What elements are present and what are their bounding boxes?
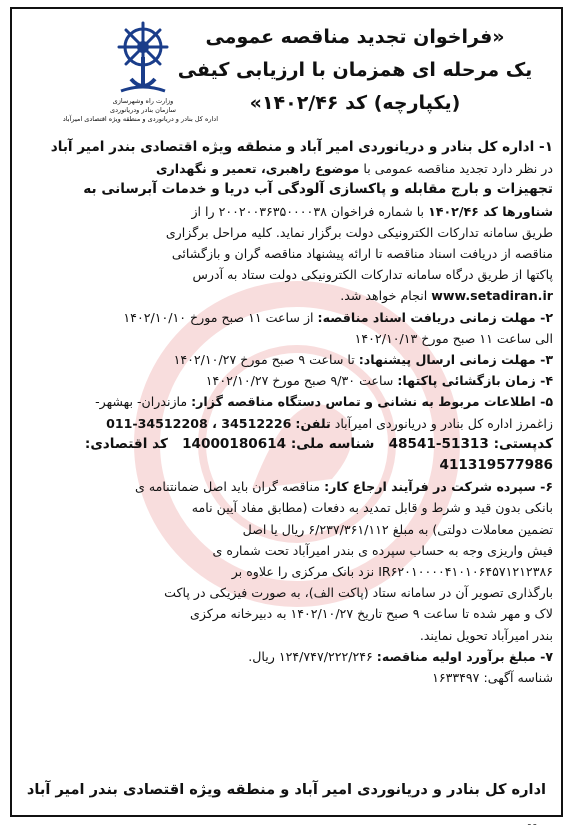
section-6-text: مناقصه گران باید اصل ضمانتنامه ی xyxy=(134,479,321,495)
postal-label: کدپستی: xyxy=(493,435,553,452)
national-id: 14000180614 xyxy=(182,435,287,452)
tender-code: شناورها کد ۱۴۰۲/۴۶ xyxy=(428,203,553,219)
section-1-line-8 xyxy=(20,285,553,306)
section-1-line-2 xyxy=(20,158,553,179)
section-3-label: ۳- مهلت زمانی ارسال پیشنهاد: xyxy=(358,352,553,368)
advertisement-frame xyxy=(10,7,563,817)
section-5-label: ۵- اطلاعات مربوط به نشانی و تماس دستگاه مناقصه گزار: xyxy=(191,394,553,410)
section-5-line-3 xyxy=(20,434,553,455)
section-2-text: از ساعت ۱۱ صبح مورخ ۱۴۰۲/۱۰/۱۰ xyxy=(123,309,314,325)
national-id-label: شناسه ملی: xyxy=(290,435,375,452)
postal-code: 48541-51313 xyxy=(388,435,489,452)
section-6-line-1 xyxy=(20,476,553,497)
section-1-line-4 xyxy=(20,201,553,222)
section-6-line-7: لاک و مهر شده تا ساعت ۹ صبح تاریخ ۱۴۰۲/۱۰/۲۷ به دبیرخانه مرکزی xyxy=(189,606,553,622)
section-6-line-8: بندر امیرآباد تحویل نمایند. xyxy=(419,627,553,643)
announcement-body xyxy=(20,137,553,688)
section-4-text: ساعت ۹/۳۰ صبح مورخ ۱۴۰۲/۱۰/۲۷ xyxy=(205,373,394,389)
section-5-line-1 xyxy=(20,391,553,412)
phone-number: 011-34512208 ، 34512226 xyxy=(106,415,292,431)
section-1-line-6: مناقصه از دریافت اسناد مناقصه تا ارائه پیشنهاد مناقصه گران و بازگشائی xyxy=(171,246,553,262)
economic-code: 411319577986 xyxy=(439,457,553,474)
economic-code-label: کد اقتصادی: xyxy=(84,435,168,452)
title-line-1: «فراخوان تجدید مناقصه عمومی xyxy=(205,26,505,48)
logo-department: اداره کل بنادر و دریانوردی و منطقه ویژه اقتصادی امیرآباد xyxy=(62,115,218,123)
section-1-line-1: ۱- اداره کل بنادر و دریانوردی امیر آباد و منطقه ویژه اقتصادی بندر امیر آباد xyxy=(50,139,553,155)
section-7-label: ۷- مبلغ برآورد اولیه مناقصه: xyxy=(376,648,553,664)
section-4 xyxy=(20,370,553,391)
section-3 xyxy=(20,349,553,370)
header xyxy=(12,9,561,131)
section-6-label: ۶- سپرده شرکت در فرآیند ارجاع کار: xyxy=(324,479,553,495)
footer-organization: اداره کل بنادر و دریانوردی امیر آباد و منطقه ویژه اقتصادی بندر امیر آباد xyxy=(26,781,547,798)
section-2-label: ۲- مهلت زمانی دریافت اسناد مناقصه: xyxy=(317,309,553,325)
logo-ministry: وزارت راه وشهرسازی xyxy=(112,97,174,105)
anchor-wheel-logo-icon xyxy=(111,17,175,97)
title-line-2: یک مرحله ای همزمان با ارزیابی کیفی xyxy=(177,59,533,81)
section-1-line-3: تجهیزات و بارج مقابله و پاکسازی آلودگی آب دریا و خدمات آبرسانی به xyxy=(83,181,553,198)
section-1-line-5: طریق سامانه تدارکات الکترونیکی دولت برگزار نماید. کلیه مراحل برگزاری xyxy=(165,224,553,240)
section-6-line-2: بانکی بدون قید و شرط و قابل تمدید به دفعات (مطابق مفاد آیین نامه xyxy=(191,500,553,516)
section-7 xyxy=(20,646,553,667)
section-5-address: زاغمرز اداره کل بنادر و دریانوردی امیرآباد xyxy=(334,415,553,431)
section-5-text: مازندران- بهشهر- xyxy=(95,394,188,410)
section-1-text: در نظر دارد تجدید مناقصه عمومی با xyxy=(363,161,553,177)
ad-id: شناسه آگهی: ۱۶۳۳۴۹۷ xyxy=(432,670,553,686)
call-number: با شماره فراخوان ۲۰۰۲۰۰۳۶۳۵۰۰۰۰۳۸ را از xyxy=(191,203,425,219)
section-5-line-4 xyxy=(20,455,553,476)
phone-label: تلفن: xyxy=(295,415,331,431)
setad-url-link[interactable]: www.setadiran.ir xyxy=(431,288,553,304)
section-6-line-5: IR۶۲۰۱۰۰۰۰۴۱۰۱۰۶۴۵۷۱۲۱۲۳۸۶ نزد بانک مرکزی را علاوه بر xyxy=(231,564,553,580)
section-3-text: تا ساعت ۹ صبح مورخ ۱۴۰۲/۱۰/۲۷ xyxy=(173,352,355,368)
section-6-line-6: بارگذاری تصویر آن در سامانه ستاد (پاکت الف)، به صورت فیزیکی در پاکت xyxy=(164,585,553,601)
section-1-line-7: پاکتها از طریق درگاه سامانه تدارکات الکترونیکی دولت ستاد به آدرس xyxy=(192,267,553,283)
section-1-subject: موضوع راهبری، تعمیر و نگهداری xyxy=(156,161,360,177)
section-4-label: ۴- زمان بازگشائی پاکتها: xyxy=(397,373,553,389)
section-2-line-1 xyxy=(20,307,553,328)
section-5-line-2 xyxy=(20,413,553,434)
section-6-line-3: تضمین معاملات دولتی) به مبلغ ۶/۲۳۷/۳۶۱/۱۱۲ ریال یا اصل xyxy=(242,521,553,537)
section-6-line-4: فیش واریزی وجه به حساب سپرده ی بندر امیرآباد تحت شماره ی xyxy=(212,542,553,558)
section-2-line-2: الی ساعت ۱۱ صبح مورخ ۱۴۰۲/۱۰/۱۳ xyxy=(354,330,553,346)
organization-logo xyxy=(62,17,218,124)
logo-organization: سازمان بنادر ودریانوردی xyxy=(110,106,176,114)
edge-marks: ـ ـ xyxy=(528,818,537,828)
title-line-3: (یکپارچه) کد ۱۴۰۲/۴۶» xyxy=(249,92,461,114)
section-7-text: ۱۲۴/۷۴۷/۲۲۲/۲۴۶ ریال. xyxy=(248,648,373,664)
section-1-end: انجام خواهد شد. xyxy=(340,288,428,304)
